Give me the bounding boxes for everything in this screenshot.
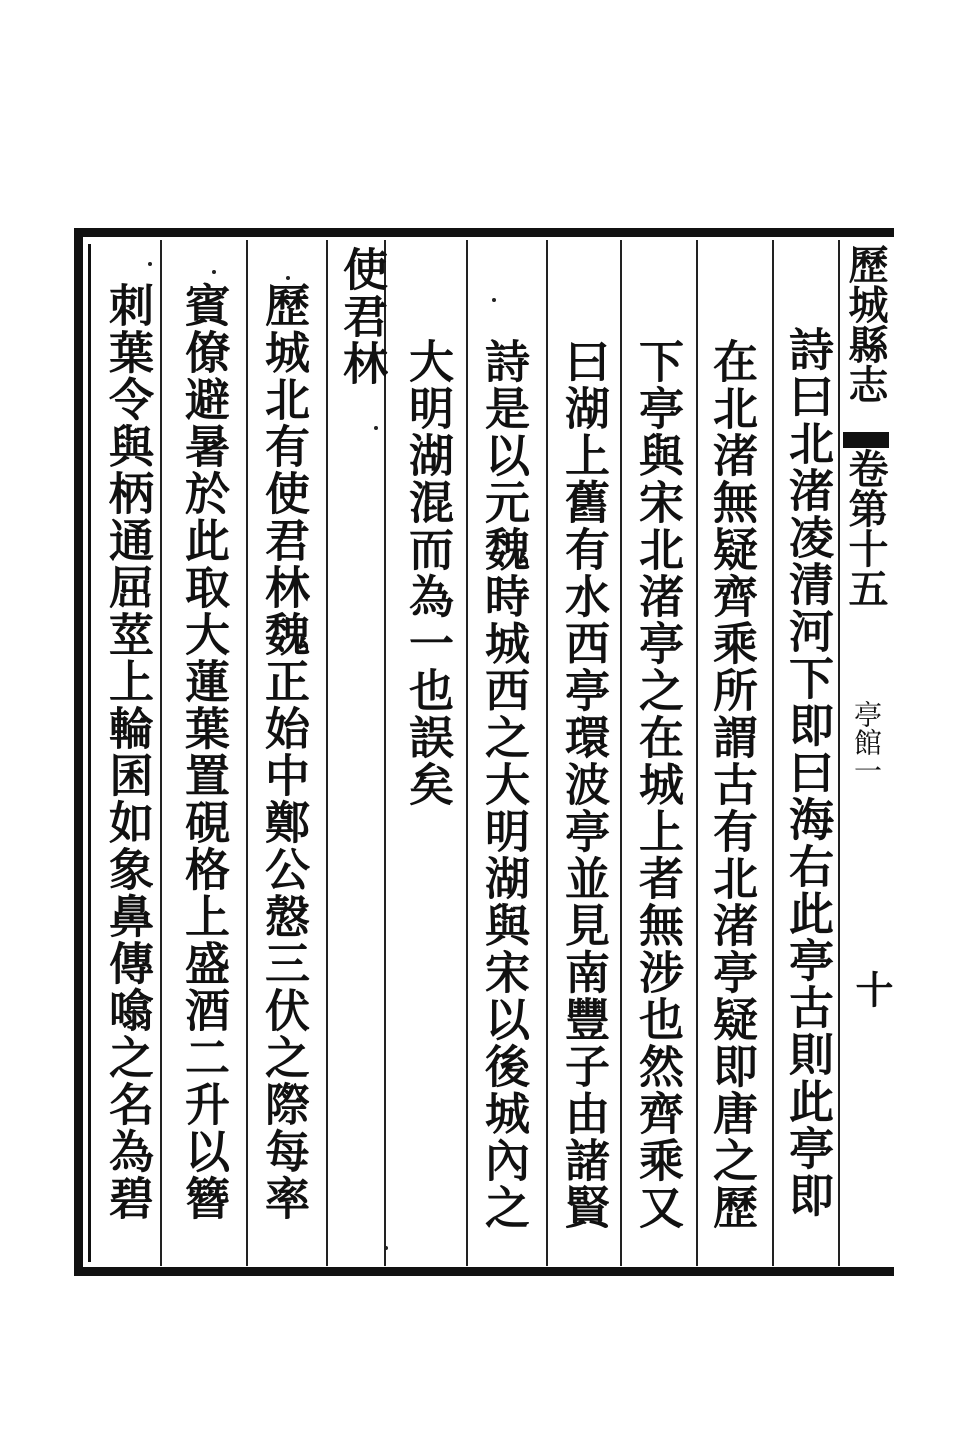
ink-speck	[374, 426, 378, 430]
ink-speck	[384, 1246, 388, 1250]
text-column-9: 刺葉令與柄通屈莖上輪囷如象鼻傳噏之名為碧	[101, 282, 154, 1222]
column-rule	[246, 240, 248, 1266]
column-rule	[546, 240, 548, 1266]
column-rule	[384, 240, 386, 1266]
section-label: 亭館一	[850, 700, 883, 784]
text-column-7: 歷城北有使君林魏正始中鄭公慤三伏之際每率	[257, 282, 310, 1222]
text-column-8: 賓僚避暑於此取大蓮葉置硯格上盛酒二升以簪	[177, 282, 230, 1222]
text-column-4: 曰湖上舊有水西亭環波亭並見南豐子由諸賢	[557, 338, 610, 1231]
text-column-3: 下亭與宋北渚亭之在城上者無涉也然齊乘又	[631, 338, 684, 1231]
ink-speck	[492, 298, 496, 302]
folio-number: 十	[849, 970, 894, 1008]
column-rule	[838, 240, 840, 1266]
text-column-1: 詩曰北渚凌清河下即曰海右此亭古則此亭即	[781, 326, 834, 1219]
column-rule	[160, 240, 162, 1266]
inner-border-line	[88, 244, 91, 1262]
volume-label: 卷第十五	[842, 448, 889, 608]
section-heading: 使君林	[335, 246, 388, 387]
ink-speck	[212, 270, 216, 274]
column-rule	[696, 240, 698, 1266]
column-rule	[772, 240, 774, 1266]
book-title: 歷城縣志	[842, 244, 889, 404]
column-rule	[466, 240, 468, 1266]
column-rule	[326, 240, 328, 1266]
text-column-2: 在北渚無疑齊乘所謂古有北渚亭疑即唐之歷	[705, 338, 758, 1231]
text-column-5: 詩是以元魏時城西之大明湖與宋以後城內之	[477, 338, 530, 1231]
ink-speck	[286, 276, 290, 280]
ink-speck	[148, 262, 152, 266]
fish-tail-mark	[843, 432, 889, 448]
text-column-6: 大明湖混而為一也誤矣	[401, 338, 454, 808]
column-rule	[620, 240, 622, 1266]
